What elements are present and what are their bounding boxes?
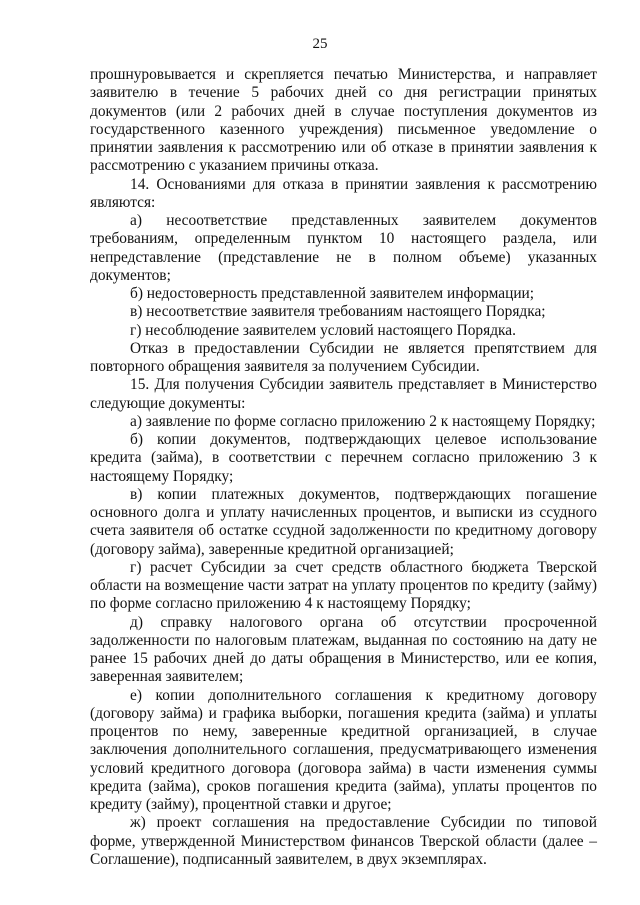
- paragraph-doc-zh: ж) проект соглашения на предоставление Субсидии по типовой форме, утвержденной Министерством финансов Тверской области (далее – Соглашение), подписанный заявителем, в двух экземплярах.: [90, 814, 597, 868]
- paragraph-doc-d: д) справку налогового органа об отсутствии просроченной задолженности по налоговым платежам, выданная по состоянию на дату не ранее 15 рабочих дней до даты обращения в Министерство, или ее копия, заверенная заявителем;: [90, 613, 597, 686]
- paragraph-item-a: а) несоответствие представленных заявителем документов требованиям, определенным пунктом 10 настоящего раздела, или непредставление (представление не в полном объеме) указанных документов;: [90, 212, 597, 284]
- document-body: [90, 66, 597, 869]
- paragraph-doc-e: е) копии дополнительного соглашения к кредитному договору (договору займа) и графика выборки, погашения кредита (займа) и уплаты процентов по нему, заверенные кредитной организацией, в случае заключения дополнительного соглашения, предусматривающего изменения условий кредитного договора (договора займа) в части изменения суммы кредита (займа), сроков погашения кредита (займа), уплаты процентов по кредиту (займу), процентной ставки и другое;: [90, 686, 597, 813]
- paragraph-doc-g: г) расчет Субсидии за счет средств областного бюджета Тверской области на возмещение части затрат на уплату процентов по кредиту (займу) по форме согласно приложению 4 к настоящему Порядку;: [90, 558, 597, 613]
- paragraph-refusal-note: Отказ в предоставлении Субсидии не является препятствием для повторного обращения заявителя за получением Субсидии.: [90, 339, 597, 375]
- paragraph-clause-14: 14. Основаниями для отказа в принятии заявления к рассмотрению являются:: [90, 175, 597, 211]
- paragraph-doc-b: б) копии документов, подтверждающих целевое использование кредита (займа), в соответствии с перечнем согласно приложению 3 к настоящему Порядку;: [90, 431, 597, 485]
- paragraph-item-g: г) несоблюдение заявителем условий настоящего Порядка.: [130, 321, 516, 339]
- paragraph-item-v: в) несоответствие заявителя требованиям настоящего Порядка;: [130, 303, 546, 321]
- paragraph-item-b: б) недостоверность представленной заявителем информации;: [130, 285, 535, 302]
- paragraph-clause-15: 15. Для получения Субсидии заявитель представляет в Министерство следующие документы:: [90, 376, 597, 412]
- paragraph-doc-v: в) копии платежных документов, подтверждающих погашение основного долга и уплату начисленных процентов, и выписки из ссудного счета заявителя об остатке ссудной задолженности по кредитному договору (договору займа), заверенные кредитной организацией;: [90, 485, 597, 558]
- paragraph-continuation: прошнуровывается и скрепляется печатью Министерства, и направляет заявителю в течение 5 рабочих дней со дня регистрации принятых документов (или 2 рабочих дней в случае поступления документов из государственного казенного учреждения) письменное уведомление о принятии заявления к рассмотрению или об отказе в принятии заявления к рассмотрению с указанием причины отказа.: [90, 66, 597, 175]
- paragraph-doc-a: а) заявление по форме согласно приложению 2 к настоящему Порядку;: [130, 412, 596, 430]
- page-number: 25: [312, 36, 328, 52]
